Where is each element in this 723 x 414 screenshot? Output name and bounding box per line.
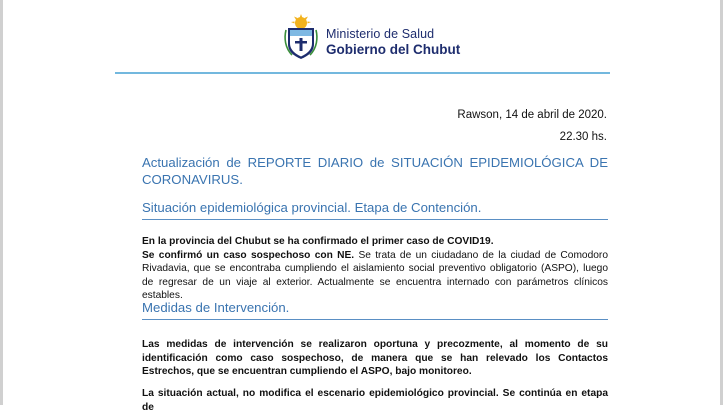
section-divider-situation [142, 219, 608, 220]
first-case-statement: En la provincia del Chubut se ha confirmado el primer caso de COVID19. [142, 236, 494, 247]
document-date: Rawson, 14 de abril de 2020. [457, 109, 607, 121]
header-divider [115, 72, 610, 74]
government-name: Gobierno del Chubut [326, 42, 461, 57]
section-heading-measures: Medidas de Intervención. [142, 300, 290, 315]
page-border-left [0, 0, 3, 405]
document-time: 22.30 hs. [559, 131, 607, 143]
case-details: Se trata de un ciudadano de la ciudad de Comodoro Rivadavia, que se encontraba cumpliendo el aislamiento social preventivo obligatorio (ASPO), luego de regresar de un viaje al exterior. Actualmente se encuentra internado con parámetros clínicos estables. [142, 249, 608, 301]
chubut-coat-of-arms-icon [284, 14, 318, 60]
situation-paragraph [142, 235, 608, 303]
suspected-case-statement: Se confirmó un caso sospechoso con NE. [142, 249, 355, 261]
letterhead-text [326, 26, 460, 58]
document-title: Actualización de REPORTE DIARIO de SITUACIÓN EPIDEMIOLÓGICA DE CORONAVIRUS. [142, 155, 608, 187]
ministry-name: Ministerio de Salud [326, 27, 435, 41]
measures-paragraph: Las medidas de intervención se realizaron oportuna y precozmente, al momento de su identificación como caso sospechoso, de manera que se han relevado los Contactos Estrechos, que se encuentran cumpliendo el ASPO, bajo monitoreo. [142, 339, 608, 377]
current-situation-paragraph: La situación actual, no modifica el escenario epidemiológico provincial. Se continúa en etapa de [142, 388, 608, 413]
letterhead [284, 14, 514, 62]
section-heading-situation: Situación epidemiológica provincial. Etapa de Contención. [142, 200, 482, 215]
section-divider-measures [142, 319, 608, 320]
